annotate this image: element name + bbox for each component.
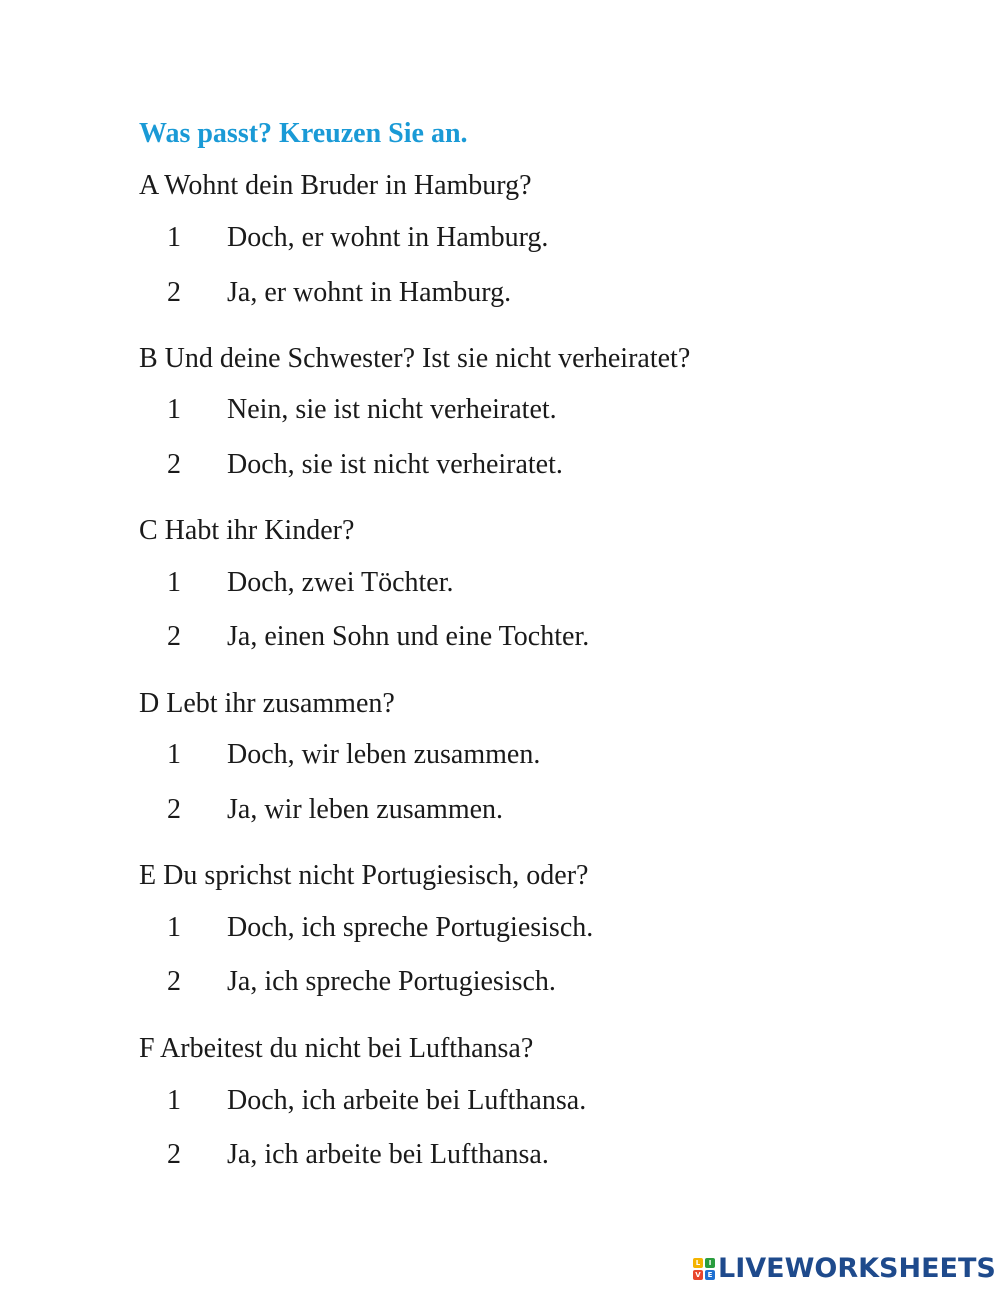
option-text[interactable]: Doch, ich spreche Portugiesisch.: [227, 912, 594, 943]
option-text[interactable]: Ja, ich spreche Portugiesisch.: [227, 966, 556, 997]
option-number: 1: [167, 912, 181, 943]
option-text[interactable]: Doch, zwei Töchter.: [227, 567, 454, 598]
question-b: B Und deine Schwester? Ist sie nicht verheiratet?: [139, 343, 691, 374]
option-text[interactable]: Nein, sie ist nicht verheiratet.: [227, 394, 557, 425]
option-number: 1: [167, 567, 181, 598]
option-text[interactable]: Doch, ich arbeite bei Lufthansa.: [227, 1085, 587, 1116]
logo-square: I: [705, 1258, 715, 1268]
liveworksheets-logo: [693, 1254, 996, 1284]
option-number: 1: [167, 1085, 181, 1116]
question-e: E Du sprichst nicht Portugiesisch, oder?: [139, 860, 589, 891]
option-number: 1: [167, 394, 181, 425]
option-text[interactable]: Ja, er wohnt in Hamburg.: [227, 277, 512, 308]
option-text[interactable]: Doch, er wohnt in Hamburg.: [227, 222, 549, 253]
logo-square: L: [693, 1258, 703, 1268]
logo-square: E: [705, 1270, 715, 1280]
logo-text: LIVEWORKSHEETS: [718, 1253, 996, 1284]
option-number: 2: [167, 621, 181, 652]
question-a: A Wohnt dein Bruder in Hamburg?: [139, 170, 532, 201]
option-number: 2: [167, 794, 181, 825]
option-number: 2: [167, 449, 181, 480]
question-c: C Habt ihr Kinder?: [139, 515, 355, 546]
option-text[interactable]: Ja, ich arbeite bei Lufthansa.: [227, 1139, 549, 1170]
logo-squares-icon: [693, 1258, 715, 1280]
option-text[interactable]: Ja, einen Sohn und eine Tochter.: [227, 621, 590, 652]
option-number: 2: [167, 277, 181, 308]
option-text[interactable]: Doch, sie ist nicht verheiratet.: [227, 449, 563, 480]
logo-square: V: [693, 1270, 703, 1280]
question-d: D Lebt ihr zusammen?: [139, 688, 395, 719]
option-number: 1: [167, 739, 181, 770]
option-number: 2: [167, 966, 181, 997]
option-number: 1: [167, 222, 181, 253]
option-number: 2: [167, 1139, 181, 1170]
question-f: F Arbeitest du nicht bei Lufthansa?: [139, 1033, 534, 1064]
page-title: Was passt? Kreuzen Sie an.: [139, 118, 468, 149]
option-text[interactable]: Doch, wir leben zusammen.: [227, 739, 541, 770]
option-text[interactable]: Ja, wir leben zusammen.: [227, 794, 504, 825]
